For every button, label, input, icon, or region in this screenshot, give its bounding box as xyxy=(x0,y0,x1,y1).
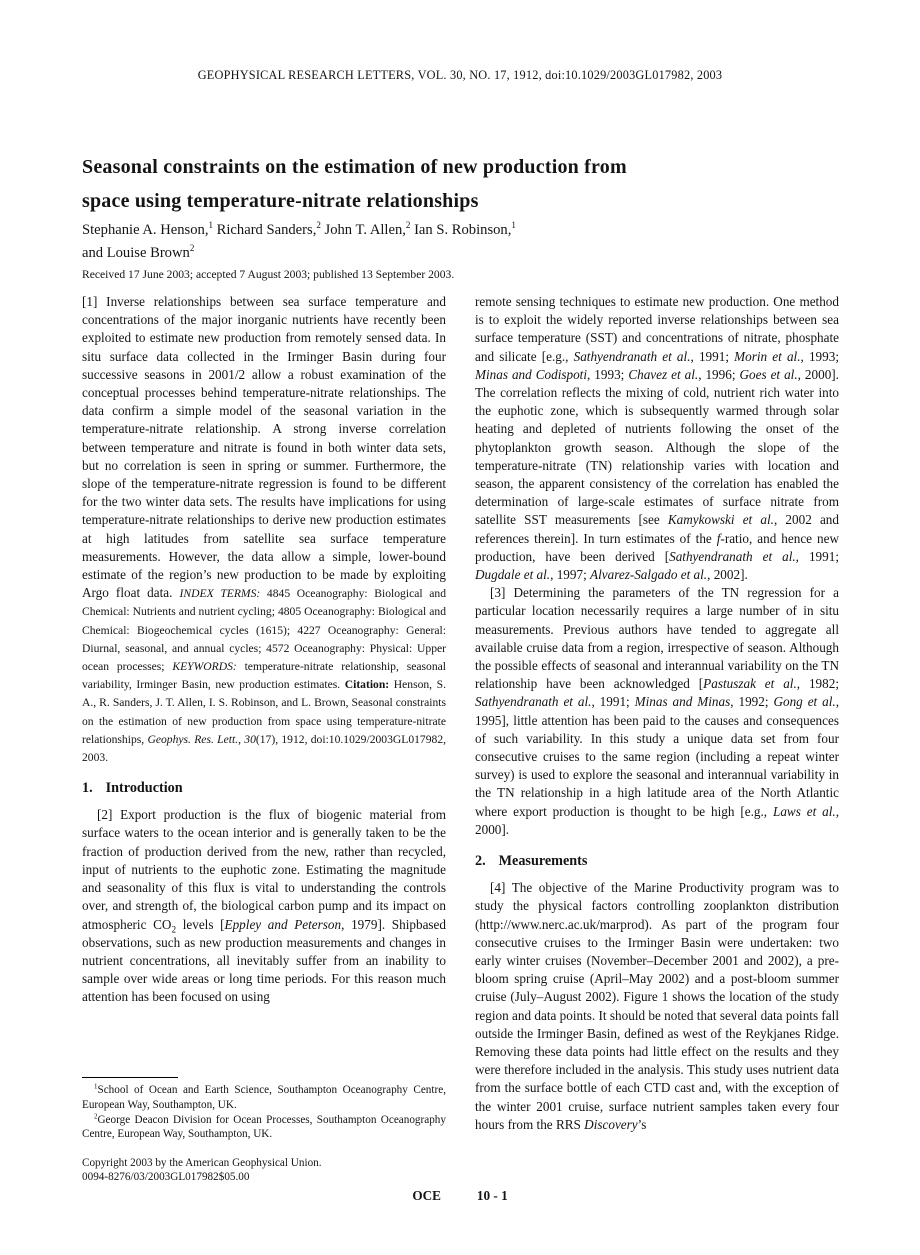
section-number: 2. xyxy=(475,853,486,870)
body-paragraph-2-continued: remote sensing techniques to estimate new production. One method is to exploit the widely reported inverse relationships between sea surface temperature (SST) and concentrations of nitrate, phosphate and silicate [e.g., Sathyendranath et al., 1991; Morin et al., 1993; Minas and Codispoti, 1993; Chavez et al., 1996; Goes et al., 2000]. The correlation reflects the mixing of cold, nutrient rich water into the euphotic zone, which is subsequently warmed through solar heating and depleted of nutrients following the onset of the phytoplankton growth season. Although the slope of the temperature-nitrate (TN) relationship varies with location and season, the apparent consistency of the correlation has enabled the determination of large-scale estimates of surface nitrate from satellite SST measurements [see Kamykowski et al., 2002 and references therein]. In turn estimates of the f-ratio, and hence new production, have been derived [Sathyendranath et al., 1991; Dugdale et al., 1997; Alvarez-Salgado et al., 2002]. xyxy=(475,294,840,583)
section-title: Measurements xyxy=(498,853,588,870)
body-paragraph-2: [2] Export production is the flux of biogenic material from surface waters to the ocean interior and is generally taken to be the fraction of production derived from the new, rather than recycled, input of nutrients to the euphotic zone. Estimating the magnitude and seasonality of this flux is vital to understanding the controls over, and strength of, the biological carbon pump and its impact on atmospheric $CO_2$ levels [Eppley and Peterson, 1979]. Shipbased observations, such as new production measurements and changes in nutrient concentrations, all inevitably suffer from an inability to sample over wide areas or long time periods. For this reason much attention has been focused on using xyxy=(82,807,447,1005)
footnote-affiliation-1: $^1$School of Ocean and Earth Science, Southampton Oceanography Centre, European Way, Southampton, UK. xyxy=(82,1082,446,1112)
right-column xyxy=(475,293,839,1185)
left-column xyxy=(82,293,446,1185)
page-footer xyxy=(0,1188,920,1204)
two-column-body xyxy=(82,293,839,1185)
body-paragraph-3: [3] Determining the parameters of the TN regression for a particular location necessarily requires a large number of in situ measurements. Previous authors have tended to aggregate all available cruise data from a region, irrespective of season. Although the possible effects of seasonal and interannual variability on the TN relationship have been acknowledged [Pastuszak et al., 1982; Sathyendranath et al., 1991; Minas and Minas, 1992; Gong et al., 1995], little attention has been paid to the causes and consequences of such variability. In this study a unique data set from four consecutive cruises to the same region (including a repeat winter survey) is used to explore the seasonal and interannual variability in the TN relationship in a high latitude area of the North Atlantic where export production is thought to be high [e.g., Laws et al., 2000]. xyxy=(475,585,840,837)
body-paragraph-4: [4] The objective of the Marine Productivity program was to study the physical factors controlling zooplankton distribution (http://www.nerc.ac.uk/marprod). As part of the program four consecutive cruises to the Irminger Basin were undertaken: two early winter cruises (November–December 2001 and 2002), a pre-bloom spring cruise (April–May 2002) and a post-bloom summer cruise (July–August 2002). Figure 1 shows the location of the study region and data points. It should be noted that several data points fall outside the Irminger Basin, defined as west of the Reykjanes Ridge. Removing these data points had little effect on the results and they were therefore included in the analysis. This study uses nutrient data from the surface bottle of each CTD cast and, with the exception of the winter 2001 cruise, surface nutrient samples taken every four hours from the RRS Discovery’s xyxy=(475,880,839,1132)
paper-title-line-1: Seasonal constraints on the estimation of new production from xyxy=(82,156,627,178)
issn-doi-line: 0094-8276/03/2003GL017982$05.00 xyxy=(82,1171,250,1184)
abstract-paragraph: [1] Inverse relationships between sea surface temperature and concentrations of the major inorganic nutrients have recently been exploited to estimate new production from remotely sensed data. In situ surface data collected in the Irminger Basin during four successive seasons in 2001/2 allow a robust examination of the conceptual processes behind temperature-nitrate relationships. The data confirm a simple model of the seasonal variation in the temperature-nitrate relationship. A strong inverse correlation between temperature and nitrate is found in both winter data sets, but no correlation is seen in spring or summer. Furthermore, the slope of the temperature-nitrate regression is found to be different for the two winter data sets. The results have implications for using temperature-nitrate relationships to derive new production estimates at high latitudes from satellite sea surface temperature measurements. However, the data allow a simple, lower-bound estimate of the region’s new production to be made by exploiting Argo float data. INDEX TERMS: 4845 Oceanography: Biological and Chemical: Nutrients and nutrient cycling; 4805 Oceanography: Biological and Chemical: Biogeochemical cycles (1615); 4227 Oceanography: General: Diurnal, seasonal, and annual cycles; 4572 Oceanography: Physical: Upper ocean processes; KEYWORDS: temperature-nitrate relationship, seasonal variability, Irminger Basin, new production estimates. Citation: Henson, S. A., R. Sanders, J. T. Allen, I. S. Robinson, and L. Brown, Seasonal constraints on the estimation of new production from space using temperature-nitrate relationships, Geophys. Res. Lett., 30(17), 1912, doi:10.1029/2003GL017982, 2003. xyxy=(82,294,447,765)
authors-line-1: Stephanie A. Henson,$^1$ Richard Sanders,$^2$ John T. Allen,$^2$ Ian S. Robinson,$^1$ xyxy=(82,220,516,238)
section-title: Introduction xyxy=(105,780,183,797)
paper-title xyxy=(82,150,822,218)
paper-title-line-2: space using temperature-nitrate relationships xyxy=(82,190,479,212)
footnote-block xyxy=(82,1077,446,1185)
authors-line-2: and Louise Brown$^2$ xyxy=(82,243,195,261)
author-list xyxy=(82,219,822,265)
footnote-affiliation-2: $^2$George Deacon Division for Ocean Processes, Southampton Oceanography Centre, European Way, Southampton, UK. xyxy=(82,1111,446,1141)
section-number: 1. xyxy=(82,780,93,797)
copyright-line: Copyright 2003 by the American Geophysical Union. xyxy=(82,1156,322,1169)
footnote-rule xyxy=(82,1077,178,1078)
footer-page-number: 10 - 1 xyxy=(476,1188,508,1203)
section-heading-introduction xyxy=(82,780,446,797)
footer-journal-code: OCE xyxy=(412,1188,441,1203)
received-dates: Received 17 June 2003; accepted 7 August 2003; published 13 September 2003. xyxy=(82,268,455,281)
journal-header: GEOPHYSICAL RESEARCH LETTERS, VOL. 30, NO. 17, 1912, doi:10.1029/2003GL017982, 2003 xyxy=(197,68,723,82)
section-heading-measurements xyxy=(475,853,839,870)
